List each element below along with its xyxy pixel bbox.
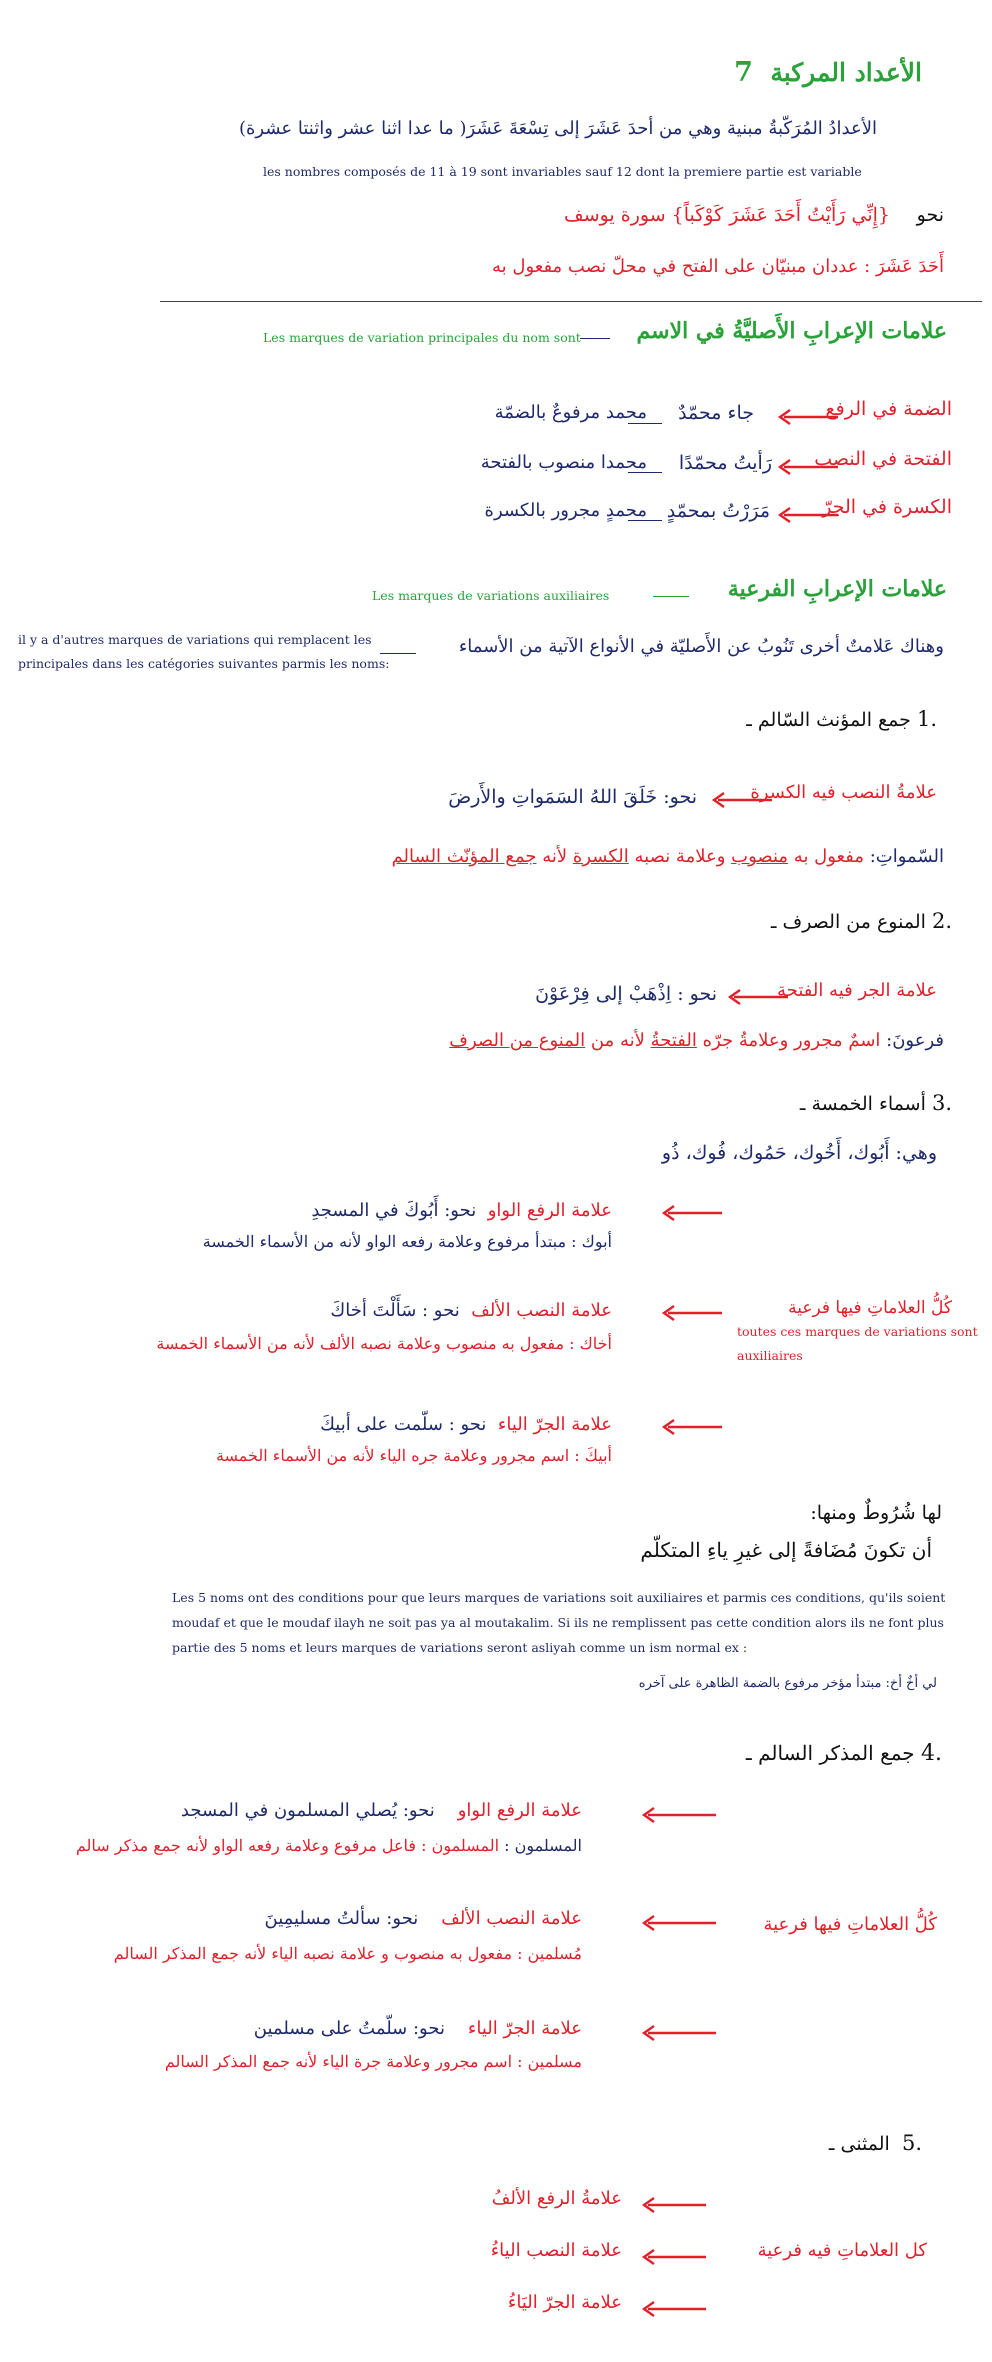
page-title: الأعداد المركبة 7 bbox=[734, 57, 922, 88]
s4-item-2: علامة النصب الألف نحو: سألتُ مسليمِينَ bbox=[264, 1908, 582, 1929]
analysis-text: : عددان مبنيّان على الفتح في محلّ نصب مفعول به bbox=[492, 256, 871, 277]
s3-note-fr-1: Les 5 noms ont des conditions pour que leurs marques de variations soit auxiliaires et parmis ces conditions, qu'ils soient bbox=[172, 1590, 946, 1605]
s3-side-fr-1: toutes ces marques de variations sont bbox=[737, 1324, 978, 1339]
s5-side-ar: كل العلاماتِ فيه فرعية bbox=[757, 2240, 927, 2261]
analysis-line bbox=[492, 256, 944, 279]
s3-side-ar: كُلُّ العلاماتِ فيها فرعية bbox=[788, 1298, 952, 1318]
principal-example-2: رَأيتُ محمّدًا bbox=[678, 452, 772, 474]
auxiliary-title-fr: Les marques de variations auxiliaires bbox=[372, 588, 610, 603]
section-divider bbox=[160, 301, 982, 302]
s4-item-2-analysis: مُسلمين : مفعول به منصوب و علامة نصبه الياء لأنه جمع المذكر السالم bbox=[113, 1944, 582, 1963]
analysis-term: أَحَدَ عَشَرَ bbox=[875, 256, 944, 277]
arrow-icon bbox=[640, 2248, 706, 2274]
arrow-icon bbox=[640, 2196, 706, 2222]
s3-condition-2: أن تكونَ مُضَافةً إلى غيرِ ياءِ المتكلّم bbox=[640, 1538, 932, 1562]
s3-note-fr-3: partie des 5 noms et leurs marques de variations seront asliyah comme un ism normal ex : bbox=[172, 1640, 748, 1655]
title-dash bbox=[580, 338, 610, 339]
lesson-number: 7 bbox=[734, 57, 753, 88]
s2-analysis: فرعونَ: اسمٌ مجرور وعلامةُ جرّه الفتحةُ لأنه من المنوع من الصرف bbox=[449, 1030, 944, 1051]
s3-side-fr-2: auxiliaires bbox=[737, 1348, 803, 1363]
dash bbox=[380, 653, 416, 654]
arrow-icon bbox=[640, 1914, 716, 1940]
principal-title-fr: Les marques de variation principales du nom sont bbox=[263, 330, 581, 345]
s3-item-1-analysis: أبوك : مبتدأ مرفوع وعلامة رفعه الواو لأنه من الأسماء الخمسة bbox=[202, 1232, 612, 1251]
arrow-icon bbox=[640, 1806, 716, 1832]
s3-item-3-analysis: أبيكَ : اسم مجرور وعلامة جره الياء لأنه من الأسماء الخمسة bbox=[215, 1446, 612, 1465]
principal-example-1: جاء محمّدٌ bbox=[678, 402, 754, 424]
arrow-icon bbox=[660, 1418, 722, 1444]
s1-analysis: السّمواتِ: مفعول به منصوب وعلامة نصبه الكسرة لأنه جمع المؤنّث السالم bbox=[391, 846, 944, 867]
section-1-heading: .1 جمع المؤنث السّالم ـ bbox=[746, 707, 937, 731]
arrow-icon bbox=[660, 1204, 722, 1230]
auxiliary-intro-fr-2: principales dans les catégories suivantes parmis les noms: bbox=[18, 656, 390, 671]
principal-mark-3: الكسرة في الجرّ bbox=[822, 496, 952, 518]
principal-title: علامات الإعرابِ الأَصليَّةُ في الاسم bbox=[636, 318, 947, 344]
section-4-heading: .4 جمع المذكر السالم ـ bbox=[745, 1741, 942, 1766]
s5-item-3: علامة الجرّ اليَاءُ bbox=[507, 2292, 622, 2313]
title-dash bbox=[653, 596, 689, 597]
auxiliary-intro-ar: وهناك عَلامتٌ أخرى تَنُوبُ عن الأَصليّة في الأنواع الآتية من الأسماء bbox=[458, 636, 944, 657]
s2-example: نحو : اِذْهَبْ إلى فِرْعَوْنَ bbox=[535, 983, 717, 1005]
arrow-icon bbox=[776, 408, 838, 434]
s1-mark: علامةُ النصب فيه الكسرة bbox=[750, 782, 937, 803]
s4-item-3-analysis: مسلمين : اسم مجرور وعلامة جرة الياء لأنه جمع المذكر السالم bbox=[164, 2052, 582, 2071]
example-label: نحو bbox=[916, 204, 944, 226]
s4-item-1-analysis: المسلمون : المسلمون : فاعل مرفوع وعلامة رفعه الواو لأنه جمع مذكر سالم bbox=[75, 1836, 582, 1855]
example-verse: {إِنِّي رَأَيْتُ أَحَدَ عَشَرَ كَوْكَباً} سورة يوسف bbox=[564, 204, 890, 226]
arrow-icon bbox=[640, 2024, 716, 2050]
principal-analysis-3: محمدٍ مجرور بالكسرة bbox=[484, 500, 647, 521]
s3-condition-1: لها شُرُوطٌ ومنها: bbox=[810, 1502, 942, 1524]
principal-example-3: مَرَرْتُ بمحمّدٍ bbox=[666, 500, 770, 522]
s3-note-fr-2: moudaf et que le moudaf ilayh ne soit pas ya al moutakalim. Si ils ne remplissent pas cette condition alors ils ne font plus bbox=[172, 1615, 944, 1630]
section-3-number: .3 bbox=[931, 1091, 952, 1115]
principal-analysis-2: محمدا منصوب بالفتحة bbox=[480, 452, 647, 473]
arrow-icon bbox=[776, 458, 838, 484]
s3-item-3: علامة الجرّ الياء نحو : سلّمت على أبيكَ bbox=[320, 1414, 612, 1435]
arrow-icon bbox=[660, 1304, 722, 1330]
s1-example: نحو: خَلَقَ اللهُ السَمَواتِ والأَرضَ bbox=[448, 786, 697, 808]
section-2-number: .2 bbox=[931, 909, 952, 933]
s4-item-3: علامة الجرّ الياء نحو: سلّمتُ على مسلمين bbox=[253, 2018, 582, 2039]
rule-fr: les nombres composés de 11 à 19 sont invariables sauf 12 dont la premiere partie est variable bbox=[263, 164, 862, 179]
arrow-icon bbox=[726, 988, 788, 1014]
arrow-icon bbox=[640, 2300, 706, 2326]
s3-list: وهي: أَبُوك، أَخُوك، حَمُوك، فُوك، ذُو bbox=[661, 1142, 937, 1164]
section-3-heading: .3 أسماء الخمسة ـ bbox=[799, 1091, 952, 1115]
s3-item-1: علامة الرفع الواو نحو: أَبُوكَ في المسجدِ bbox=[311, 1200, 612, 1221]
section-5-number: .5 bbox=[901, 2131, 922, 2155]
s4-side-ar: كُلُّ العلاماتِ فيها فرعية bbox=[763, 1914, 937, 1935]
section-1-number: .1 bbox=[916, 707, 937, 731]
auxiliary-title: علامات الإعرابِ الفرعية bbox=[727, 576, 947, 602]
s5-item-2: علامة النصب الياءُ bbox=[490, 2240, 622, 2261]
s3-item-2: علامة النصب الألف نحو : سَأَلْتَ أخاكَ bbox=[330, 1300, 612, 1321]
auxiliary-intro-fr-1: il y a d'autres marques de variations qui remplacent les bbox=[18, 632, 372, 647]
rule-ar: الأعدادُ المُرَكّبةُ مبنية وهي من أحدَ عَشَرَ إلى تِسْعَةَ عَشَرَ( ما عدا اثنا عشر واثنتا عشرة) bbox=[238, 118, 877, 139]
arrow-icon bbox=[710, 791, 772, 817]
section-4-number: .4 bbox=[921, 1741, 942, 1766]
arrow-icon bbox=[776, 506, 838, 532]
s5-item-1: علامةُ الرفع الألفُ bbox=[491, 2188, 622, 2209]
principal-mark-1: الضمة في الرفع bbox=[825, 398, 952, 420]
principal-mark-2: الفتحة في النصب bbox=[814, 448, 952, 470]
s3-item-2-analysis: أخاك : مفعول به منصوب وعلامة نصبه الألف لأنه من الأسماء الخمسة bbox=[156, 1334, 612, 1353]
section-2-heading: .2 المنوع من الصرف ـ bbox=[770, 909, 952, 933]
s3-note-ar: لي أخٌ أخ: مبتدأ مؤخر مرفوع بالضمة الظاهرة على آخره bbox=[638, 1676, 937, 1691]
s2-mark: علامة الجر فيه الفتحة bbox=[777, 980, 937, 1001]
principal-analysis-1: محمد مرفوعٌ بالضمّة bbox=[494, 402, 647, 423]
section-5-heading: .5 المثنى ـ bbox=[828, 2131, 922, 2155]
s4-item-1: علامة الرفع الواو نحو: يُصلي المسلمون في المسجد bbox=[180, 1800, 582, 1821]
